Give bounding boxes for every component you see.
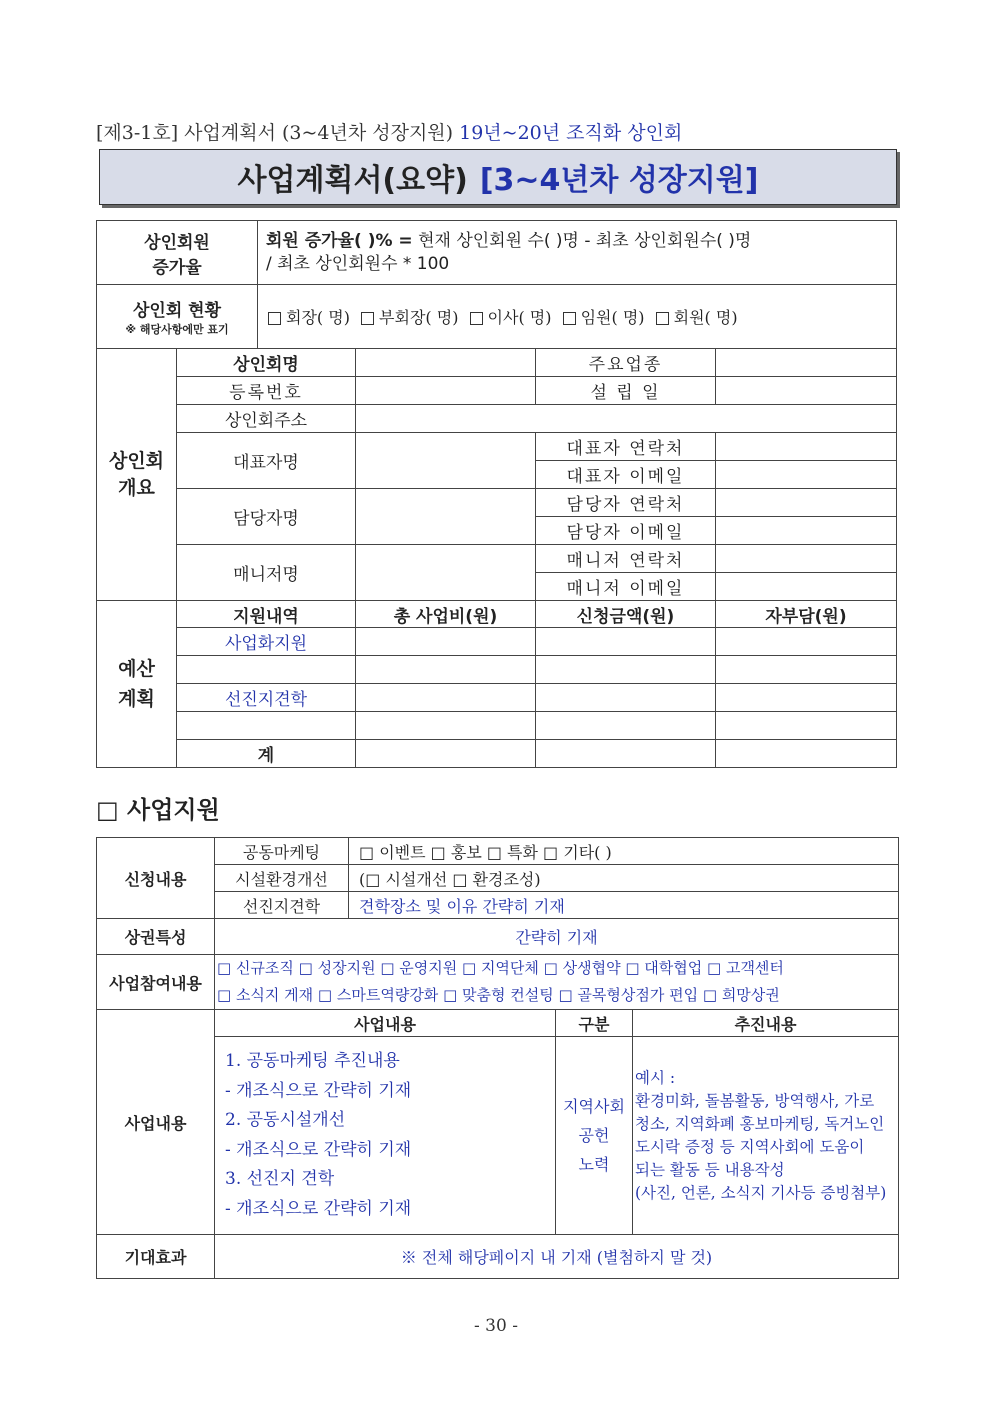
example-line: (사진, 언론, 소식지 기사등 증빙첨부)	[635, 1183, 887, 1202]
overview-table	[96, 348, 897, 768]
business-line: - 개조식으로 간략히 기재	[225, 1139, 412, 1160]
example-line: 도시락 증정 등 지역사회에 도움이	[635, 1137, 865, 1156]
address-label: 상인회주소	[177, 405, 356, 433]
overview-section-label: 상인회 개요	[97, 349, 177, 601]
rep-name-label: 대표자명	[177, 433, 356, 489]
name-input[interactable]	[356, 349, 536, 377]
example-line: 청소, 지역화폐 홍보마케팅, 독거노인	[635, 1114, 885, 1133]
participation-label: 사업참여내용	[97, 955, 215, 1010]
participation-line-2: □ 소식지 게재 □ 스마트역량강화 □ 맞춤형 컨설팅 □ 골목형상점가 편입 □ 희망상권	[217, 986, 780, 1004]
business-line: - 개조식으로 간략히 기재	[225, 1198, 412, 1219]
checkbox[interactable]	[563, 312, 576, 325]
status-item-vice[interactable]: 부회장( 명)	[359, 308, 458, 327]
budget-cell[interactable]	[356, 656, 536, 684]
industry-label: 주요업종	[536, 349, 716, 377]
status-label-text: 상인회 현황	[132, 301, 222, 321]
budget-section-label: 예산 계획	[97, 601, 177, 768]
reg-no-input[interactable]	[356, 377, 536, 405]
manager-phone-input[interactable]	[716, 545, 897, 573]
status-item-director[interactable]: 이사( 명)	[468, 308, 552, 327]
budget-cell[interactable]	[536, 740, 716, 768]
budget-row-label: 선진지견학	[177, 684, 356, 712]
apply-row-name: 공동마케팅	[215, 838, 349, 865]
support-table	[96, 837, 899, 1279]
budget-cell[interactable]	[716, 740, 897, 768]
example-line: 되는 활동 등 내용작성	[635, 1160, 785, 1179]
rep-email-label: 대표자 이메일	[536, 461, 716, 489]
title-main: 사업계획서(요약)	[237, 163, 468, 198]
budget-cell[interactable]	[356, 740, 536, 768]
status-item-officer[interactable]: 임원( 명)	[561, 308, 645, 327]
name-label: 상인회명	[177, 349, 356, 377]
participation-line-1: □ 신규조직 □ 성장지원 □ 운영지원 □ 지역단체 □ 상생협약 □ 대학협업 □ 고객센터	[217, 959, 784, 977]
rep-name-input[interactable]	[356, 433, 536, 489]
rep-email-input[interactable]	[716, 461, 897, 489]
rep-phone-label: 대표자 연락처	[536, 433, 716, 461]
budget-header-self: 자부담(원)	[716, 601, 897, 628]
business-line: - 개조식으로 간략히 기재	[225, 1080, 412, 1101]
status-label	[97, 285, 258, 349]
rep-phone-input[interactable]	[716, 433, 897, 461]
manager-email-label: 매니저 이메일	[536, 573, 716, 601]
budget-header-total: 총 사업비(원)	[356, 601, 536, 628]
business-header-content: 사업내용	[215, 1010, 556, 1037]
manager-name-label: 매니저명	[177, 545, 356, 601]
reg-no-label: 등록번호	[177, 377, 356, 405]
status-values[interactable]	[258, 285, 897, 349]
example-line: 환경미화, 돌봄활동, 방역행사, 가로	[635, 1091, 875, 1110]
district-label: 상권특성	[97, 919, 215, 955]
form-label-prefix: [제3-1호] 사업계획서 (3~4년차 성장지원)	[96, 122, 454, 144]
district-value[interactable]: 간략히 기재	[215, 919, 899, 955]
business-line: 3. 선진지 견학	[225, 1169, 335, 1189]
form-label-suffix: 19년~20년 조직화 상인회	[459, 122, 683, 144]
budget-row-label	[177, 656, 356, 684]
founded-label: 설 립 일	[536, 377, 716, 405]
example-line: 예시 :	[635, 1068, 676, 1087]
mgr-email-label: 담당자 이메일	[536, 517, 716, 545]
budget-cell[interactable]	[716, 684, 897, 712]
growth-label-l2: 증가율	[152, 257, 202, 278]
business-category: 지역사회 공헌 노력	[556, 1037, 633, 1235]
budget-cell[interactable]	[356, 628, 536, 656]
budget-cell[interactable]	[716, 656, 897, 684]
apply-row-value[interactable]: 견학장소 및 이유 간략히 기재	[349, 892, 899, 919]
mgr-email-input[interactable]	[716, 517, 897, 545]
apply-row-name: 시설환경개선	[215, 865, 349, 892]
checkbox[interactable]	[656, 312, 669, 325]
growth-formula-bold: 회원 증가율( )% =	[266, 230, 413, 251]
budget-row-label: 사업화지원	[177, 628, 356, 656]
manager-phone-label: 매니저 연락처	[536, 545, 716, 573]
budget-cell[interactable]	[536, 628, 716, 656]
budget-cell[interactable]	[356, 684, 536, 712]
member-table	[96, 220, 897, 349]
section-title: □ 사업지원	[96, 796, 220, 824]
budget-cell[interactable]	[536, 656, 716, 684]
checkbox[interactable]	[470, 312, 483, 325]
budget-cell[interactable]	[356, 712, 536, 740]
industry-input[interactable]	[716, 349, 897, 377]
business-line: 2. 공동시설개선	[225, 1110, 346, 1130]
growth-formula-cell[interactable]	[258, 221, 897, 285]
budget-header-item: 지원내역	[177, 601, 356, 628]
budget-header-requested: 신청금액(원)	[536, 601, 716, 628]
budget-cell[interactable]	[536, 712, 716, 740]
manager-name-input[interactable]	[356, 545, 536, 601]
growth-formula-l2: / 최초 상인회원수 * 100	[266, 253, 450, 274]
growth-label-l1: 상인회원	[144, 232, 210, 253]
checkbox[interactable]	[268, 312, 281, 325]
mgr-name-input[interactable]	[356, 489, 536, 545]
apply-row-value[interactable]: (□ 시설개선 □ 환경조성)	[349, 865, 899, 892]
budget-row-label	[177, 712, 356, 740]
mgr-phone-label: 담당자 연락처	[536, 489, 716, 517]
mgr-phone-input[interactable]	[716, 489, 897, 517]
apply-label: 신청내용	[97, 838, 215, 919]
mgr-name-label: 담당자명	[177, 489, 356, 545]
page-title	[99, 149, 897, 205]
budget-total-label: 계	[177, 740, 356, 768]
business-header-category: 구분	[556, 1010, 633, 1037]
form-label	[96, 118, 682, 145]
status-note: ※ 해당사항에만 표기	[125, 323, 229, 336]
status-item-president[interactable]: 회장( 명)	[266, 308, 350, 327]
business-example[interactable]	[633, 1037, 899, 1235]
page-number: - 30 -	[474, 1316, 518, 1336]
title-sub: [3~4년차 성장지원]	[479, 163, 759, 198]
apply-row-name: 선진지견학	[215, 892, 349, 919]
founded-input[interactable]	[716, 377, 897, 405]
budget-cell[interactable]	[716, 712, 897, 740]
apply-row-value[interactable]: □ 이벤트 □ 홍보 □ 특화 □ 기타( )	[349, 838, 899, 865]
growth-formula-rest: 현재 상인회원 수( )명 - 최초 상인회원수( )명	[412, 230, 752, 251]
checkbox[interactable]	[361, 312, 374, 325]
participation-options[interactable]	[215, 955, 899, 1010]
effect-label: 기대효과	[97, 1235, 215, 1279]
business-line: 1. 공동마케팅 추진내용	[225, 1051, 400, 1071]
business-label: 사업내용	[97, 1010, 215, 1235]
manager-email-input[interactable]	[716, 573, 897, 601]
budget-cell[interactable]	[536, 684, 716, 712]
address-input[interactable]	[356, 405, 897, 433]
business-header-progress: 추진내용	[633, 1010, 899, 1037]
business-content[interactable]	[215, 1037, 556, 1235]
effect-value[interactable]: ※ 전체 해당페이지 내 기재 (별첨하지 말 것)	[215, 1235, 899, 1279]
budget-cell[interactable]	[716, 628, 897, 656]
growth-label	[97, 221, 258, 285]
status-item-member[interactable]: 회원( 명)	[654, 308, 738, 327]
